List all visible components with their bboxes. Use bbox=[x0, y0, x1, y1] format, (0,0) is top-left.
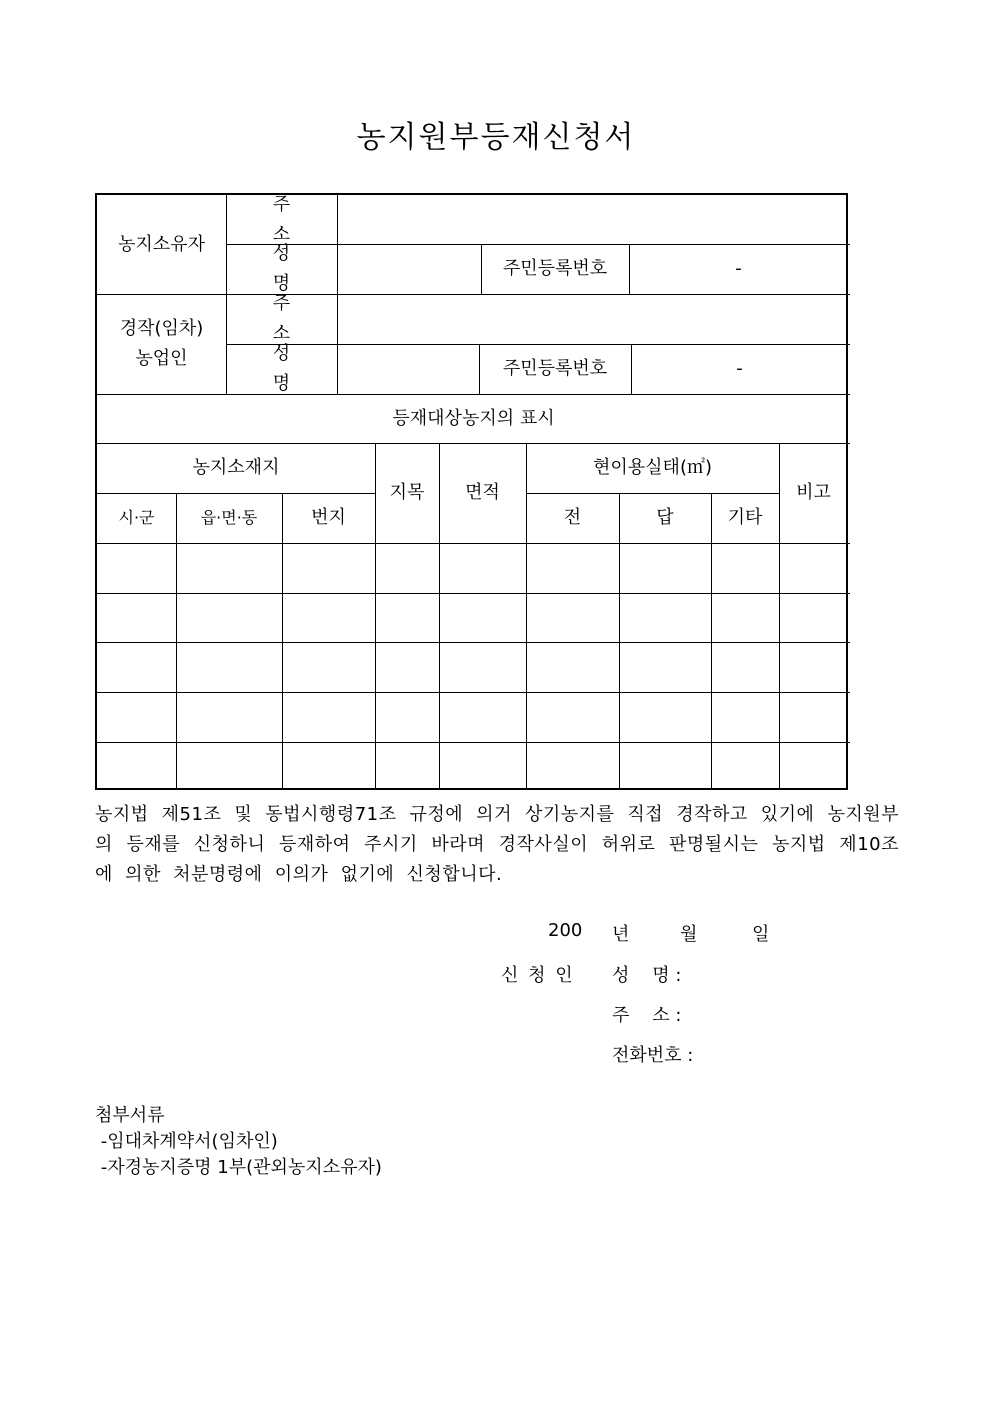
row-cell-field[interactable] bbox=[526, 692, 619, 742]
farmer-section-label bbox=[97, 294, 226, 394]
row-cell-paddy[interactable] bbox=[619, 593, 711, 642]
owner-rrn-field[interactable]: - bbox=[735, 258, 742, 279]
row-cell-lot[interactable] bbox=[282, 742, 375, 790]
row-cell-field[interactable] bbox=[526, 593, 619, 642]
row-cell-remarks[interactable] bbox=[779, 742, 848, 790]
category-header: 지목 bbox=[389, 482, 425, 503]
applicant-phone-label: 전화번호 : bbox=[612, 1045, 694, 1066]
other-header: 기타 bbox=[727, 507, 763, 528]
row-cell-other[interactable] bbox=[711, 543, 779, 593]
row-cell-town[interactable] bbox=[176, 692, 282, 742]
row-cell-paddy[interactable] bbox=[619, 692, 711, 742]
farmer-label-line2: 농업인 bbox=[135, 348, 188, 369]
city-header: 시·군 bbox=[118, 508, 155, 527]
application-form-table bbox=[95, 193, 848, 790]
lot-header: 번지 bbox=[311, 507, 346, 528]
row-cell-town[interactable] bbox=[176, 593, 282, 642]
row-cell-lot[interactable] bbox=[282, 593, 375, 642]
owner-name-field[interactable] bbox=[337, 244, 481, 294]
attachments-title: 첨부서류 bbox=[95, 1105, 165, 1126]
paddy-header: 답 bbox=[656, 507, 674, 528]
owner-address-field[interactable] bbox=[337, 195, 850, 244]
row-cell-category[interactable] bbox=[375, 593, 439, 642]
row-cell-field[interactable] bbox=[526, 642, 619, 692]
usage-header: 현이용실태(㎡) bbox=[593, 457, 712, 478]
row-cell-paddy[interactable] bbox=[619, 742, 711, 790]
field-header: 전 bbox=[563, 507, 582, 528]
row-cell-area[interactable] bbox=[439, 543, 526, 593]
row-cell-category[interactable] bbox=[375, 642, 439, 692]
row-cell-area[interactable] bbox=[439, 642, 526, 692]
row-cell-paddy[interactable] bbox=[619, 543, 711, 593]
day-label: 일 bbox=[752, 924, 770, 945]
row-cell-field[interactable] bbox=[526, 543, 619, 593]
row-cell-city[interactable] bbox=[97, 742, 176, 790]
document-title: 농지원부등재신청서 bbox=[356, 120, 636, 155]
row-cell-remarks[interactable] bbox=[779, 692, 848, 742]
owner-address-label: 주 소 bbox=[272, 193, 309, 245]
statement-text: 농지법 제51조 및 동법시행령71조 규정에 의거 상기농지를 직접 경작하고 있기에 농지원부의 등재를 신청하니 등재하여 주시기 바라며 경작사실이 허위로 판명될시는 농지법 제10조에 의한 처분명령에 이의가 없기에 신청합니다. bbox=[95, 804, 899, 885]
row-cell-lot[interactable] bbox=[282, 692, 375, 742]
owner-section-label: 농지소유자 bbox=[118, 233, 205, 255]
row-cell-lot[interactable] bbox=[282, 543, 375, 593]
town-header: 읍·면·동 bbox=[200, 508, 258, 527]
row-cell-other[interactable] bbox=[711, 642, 779, 692]
row-cell-town[interactable] bbox=[176, 642, 282, 692]
row-cell-area[interactable] bbox=[439, 692, 526, 742]
farmer-name-label: 성 명 bbox=[272, 343, 309, 394]
row-cell-category[interactable] bbox=[375, 543, 439, 593]
farmer-label-line1: 경작(임차) bbox=[119, 318, 204, 339]
row-cell-paddy[interactable] bbox=[619, 642, 711, 692]
month-label: 월 bbox=[680, 924, 698, 945]
row-cell-lot[interactable] bbox=[282, 642, 375, 692]
owner-name-label: 성 명 bbox=[272, 243, 309, 294]
row-cell-town[interactable] bbox=[176, 742, 282, 790]
applicant-name-label: 성 명 : bbox=[612, 965, 682, 986]
remarks-header: 비고 bbox=[796, 482, 831, 503]
row-cell-area[interactable] bbox=[439, 742, 526, 790]
row-cell-area[interactable] bbox=[439, 593, 526, 642]
farmer-rrn-label: 주민등록번호 bbox=[502, 358, 608, 379]
row-cell-remarks[interactable] bbox=[779, 543, 848, 593]
row-cell-city[interactable] bbox=[97, 593, 176, 642]
farmer-name-field[interactable] bbox=[337, 344, 479, 394]
row-cell-field[interactable] bbox=[526, 742, 619, 790]
area-header: 면적 bbox=[465, 482, 500, 503]
location-header: 농지소재지 bbox=[192, 457, 280, 478]
farmer-address-label: 주 소 bbox=[272, 293, 309, 344]
row-cell-city[interactable] bbox=[97, 642, 176, 692]
row-cell-other[interactable] bbox=[711, 593, 779, 642]
row-cell-other[interactable] bbox=[711, 692, 779, 742]
row-cell-remarks[interactable] bbox=[779, 593, 848, 642]
farmer-address-field[interactable] bbox=[337, 294, 850, 344]
row-cell-category[interactable] bbox=[375, 742, 439, 790]
row-cell-remarks[interactable] bbox=[779, 642, 848, 692]
year-label: 년 bbox=[612, 924, 630, 945]
applicant-address-label: 주 소 : bbox=[612, 1005, 682, 1026]
row-cell-city[interactable] bbox=[97, 543, 176, 593]
row-cell-city[interactable] bbox=[97, 692, 176, 742]
farmer-rrn-field[interactable]: - bbox=[736, 358, 743, 379]
applicant-label: 신 청 인 bbox=[501, 965, 573, 986]
row-cell-town[interactable] bbox=[176, 543, 282, 593]
row-cell-other[interactable] bbox=[711, 742, 779, 790]
row-cell-category[interactable] bbox=[375, 692, 439, 742]
year-prefix: 200 bbox=[548, 920, 583, 941]
farmland-section-title: 등재대상농지의 표시 bbox=[392, 407, 555, 429]
attachment-item: -자경농지증명 1부(관외농지소유자) bbox=[95, 1157, 382, 1178]
owner-rrn-label: 주민등록번호 bbox=[502, 258, 608, 279]
attachment-item: -임대차계약서(임차인) bbox=[95, 1131, 278, 1152]
